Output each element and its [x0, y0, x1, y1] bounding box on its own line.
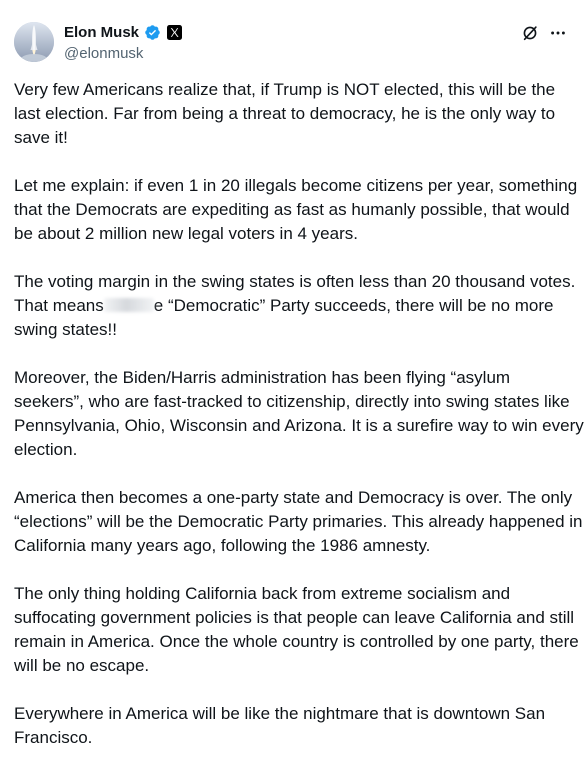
tweet-paragraph-7: Everywhere in America will be like the nightmare that is downtown San Francisco.	[14, 704, 546, 747]
author-display-name[interactable]: Elon Musk	[64, 24, 140, 41]
author-name-row	[64, 22, 182, 43]
author-handle[interactable]: @elonmusk	[64, 45, 144, 62]
tweet-paragraph-2: Let me explain: if even 1 in 20 illegals become citizens per year, something that the Democrats are expediting as fast as humanly possible, that would be about 2 million new legal voters in 4 years.	[14, 176, 578, 243]
verified-check-icon[interactable]	[144, 24, 161, 41]
tweet-text	[14, 78, 584, 774]
rocket-launch-avatar-icon	[14, 22, 54, 62]
x-logo-icon[interactable]	[167, 25, 182, 40]
redacted-text	[104, 298, 154, 312]
tweet-header	[14, 0, 575, 72]
tweet-paragraph-4: Moreover, the Biden/Harris administration has been flying “asylum seekers”, who are fast-tracked to citizenship, directly into swing states like Pennsylvania, Ohio, Wisconsin and Arizona. It is a surefire way to win every election.	[14, 368, 584, 459]
tweet-paragraph-1: Very few Americans realize that, if Trump is NOT elected, this will be the last election. Far from being a threat to democracy, he is the only way to save it!	[14, 80, 556, 147]
tweet-paragraph-5: America then becomes a one-party state and Democracy is over. The only “elections” will be the Democratic Party primaries. This already happened in California many years ago, following the 1986 amnesty.	[14, 488, 583, 555]
paragraph-3-partial-letter: e	[153, 296, 164, 315]
tweet-header-actions	[521, 22, 567, 43]
paragraph-3-start: The voting margin in the swing states is often less than 20 thousand votes. That means	[14, 272, 576, 315]
tweet-paragraph-3	[14, 270, 584, 342]
author-identity	[64, 22, 182, 64]
paragraph-3-end: “Democratic” Party succeeds, there will be no more swing states!!	[14, 296, 554, 339]
tweet-paragraph-6: The only thing holding California back from extreme socialism and suffocating government policies is that people can leave California and still remain in America. Once the whole country is controlled by one party, there will be no escape.	[14, 584, 579, 675]
author-avatar[interactable]	[14, 22, 54, 62]
more-icon[interactable]	[549, 24, 567, 42]
grok-icon[interactable]	[521, 24, 539, 42]
